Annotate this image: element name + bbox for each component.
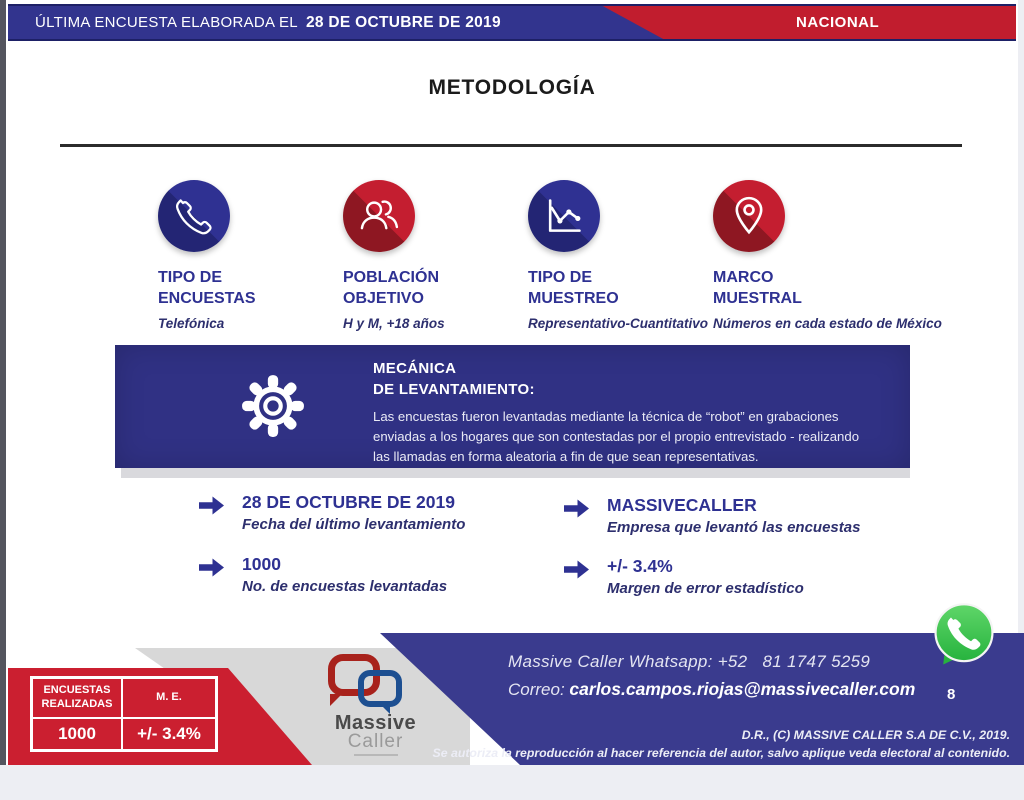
method-item-sampling-frame (713, 180, 942, 331)
fact-survey-count: 1000 No. de encuestas levantadas (198, 554, 447, 595)
method-subtitle: Representativo-Cuantitativo (528, 315, 709, 331)
last-survey-date (35, 6, 501, 39)
top-bar (8, 4, 1016, 41)
legal-text: D.R., (C) MASSIVE CALLER S.A DE C.V., 2019. Se autoriza la reproducción al hacer referencia del autor, salvo aplique veda electoral al contenido. (432, 728, 1010, 761)
whatsapp-icon (929, 601, 999, 671)
whatsapp-number: +52 81 1747 5259 (717, 652, 871, 671)
method-title: MARCO MUESTRAL (713, 269, 802, 307)
contact-block (508, 652, 915, 700)
fact-survey-date: 28 DE OCTUBRE DE 2019 Fecha del último levantamiento (198, 492, 465, 533)
map-pin-icon (713, 180, 785, 252)
method-title: POBLACIÓN OBJETIVO (343, 269, 439, 307)
arrow-right-icon (198, 495, 225, 516)
page-number: 8 (947, 686, 956, 703)
method-item-sampling-type (528, 180, 710, 331)
massive-caller-logo (318, 650, 433, 762)
line-chart-icon (528, 180, 600, 252)
method-title: TIPO DE MUESTREO (528, 269, 619, 307)
logo-wordmark-line2: Caller (347, 731, 404, 752)
method-title: TIPO DE ENCUESTAS (158, 269, 256, 307)
email-address: carlos.campos.riojas@massivecaller.com (569, 679, 916, 699)
mechanics-body: Las encuestas fueron levantadas mediante la técnica de “robot” en grabaciones enviadas a los hogares que son contestadas por el propio entrevistado - realizando las llamadas en forma aleatoria a fin de que sean representativas. (373, 409, 860, 464)
mechanics-banner (115, 345, 910, 468)
logo-tagline (354, 754, 398, 756)
method-item-survey-type (158, 180, 340, 331)
gear-icon (240, 373, 306, 439)
banner-shadow (121, 468, 910, 478)
summary-col1-header: ENCUESTAS REALIZADAS (32, 678, 122, 718)
arrow-right-icon (198, 557, 225, 578)
phone-icon (158, 180, 230, 252)
summary-col1-value: 1000 (32, 718, 122, 750)
method-item-target-population (343, 180, 525, 331)
title-divider (60, 144, 962, 147)
whatsapp-line: Massive Caller Whatsapp: +52 81 1747 5259 (508, 652, 871, 671)
fact-company: MASSIVECALLER Empresa que levantó las encuestas (563, 495, 860, 536)
email-line: Correo: carlos.campos.riojas@massivecaller.com (508, 679, 916, 699)
summary-col2-value: +/- 3.4% (122, 718, 216, 750)
logo-wordmark-line1: Massive (334, 712, 417, 734)
footer (0, 630, 1024, 765)
summary-col2-header: M. E. (122, 678, 216, 718)
mechanics-title: MECÁNICA DE LEVANTAMIENTO: (373, 360, 535, 398)
method-subtitle: Números en cada estado de México (713, 315, 942, 331)
method-subtitle: Telefónica (158, 315, 225, 331)
logo-speech-bubble-blue (358, 670, 402, 707)
page-title: METODOLOGÍA (428, 76, 596, 99)
arrow-right-icon (563, 498, 590, 519)
people-icon (343, 180, 415, 252)
fact-margin-of-error: +/- 3.4% Margen de error estadístico (563, 556, 804, 597)
logo-bubble-tail (330, 694, 342, 706)
method-subtitle: H y M, +18 años (343, 315, 445, 331)
mechanics-text (373, 358, 893, 466)
arrow-right-icon (563, 559, 590, 580)
last-survey-value: 28 DE OCTUBRE DE 2019 (305, 13, 501, 31)
region-badge: NACIONAL (796, 14, 880, 31)
summary-table (30, 676, 218, 752)
last-survey-label: ÚLTIMA ENCUESTA ELABORADA EL (35, 14, 298, 31)
